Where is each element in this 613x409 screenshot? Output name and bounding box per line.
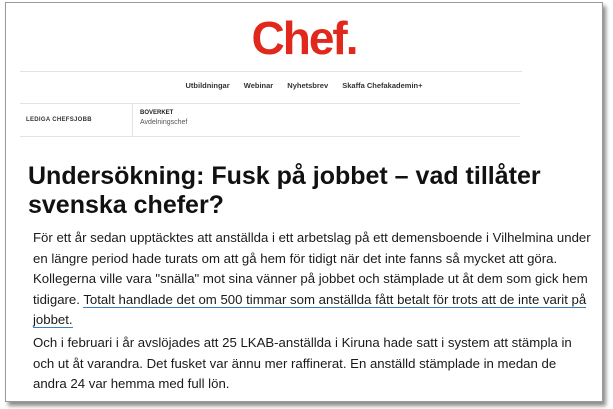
nav-divider: [20, 71, 522, 72]
chef-logo[interactable]: Chef.: [251, 12, 357, 64]
nav-item-nyhetsbrev[interactable]: Nyhetsbrev: [287, 81, 329, 90]
article-screenshot-frame: [5, 2, 603, 402]
nav-item-chefakademin[interactable]: Skaffa Chefakademin+: [342, 81, 423, 90]
job-listings-divider: [132, 104, 133, 136]
job-listings-bar: [20, 103, 520, 137]
article-inline-link[interactable]: Totalt handlade det om 500 timmar som anställda fått betalt för trots att de inte varit på jobbet.: [33, 291, 587, 327]
job-employer[interactable]: BOVERKET: [140, 110, 174, 116]
paragraph-1-text: För ett år sedan upptäcktes att anställda i ett arbetslag på ett demensboende i Vilhelmina under en längre period hade turats om att gå hem för tidigt när det inte fanns så mycket att göra. Kollegerna ville vara "snälla" mot sina vänner på jobbet och stämplade ut åt dem som gick hem tidigare.: [33, 230, 591, 307]
nav-item-utbildningar[interactable]: Utbildningar: [185, 81, 230, 90]
article-paragraph-2: Och i februari i år avslöjades att 25 LKAB-anställda i Kiruna hade satt i system att stämpla in och ut åt varandra. Det fusket var ännu mer raffinerat. En anställd stämplade in medan de andra 24 var hemma med full lön.: [33, 335, 572, 391]
job-role[interactable]: Avdelningschef: [140, 119, 188, 126]
nav-item-webinar[interactable]: Webinar: [243, 81, 274, 90]
job-listings-title[interactable]: LEDIGA CHEFSJOBB: [26, 117, 92, 123]
article-headline: Undersökning: Fusk på jobbet – vad tillåter svenska chefer?: [28, 162, 541, 219]
article-paragraph-1: [33, 228, 593, 331]
top-navigation: [6, 81, 602, 90]
